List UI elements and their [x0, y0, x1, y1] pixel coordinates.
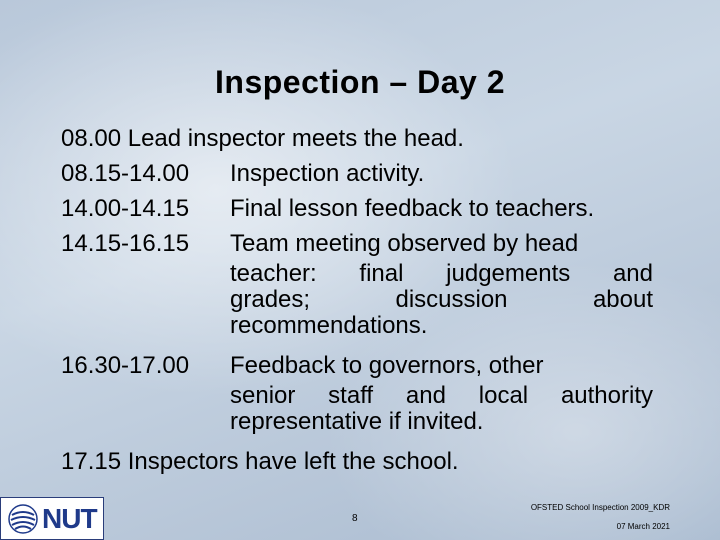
footer-info [531, 502, 670, 532]
logo-wordmark: NUT [42, 502, 97, 534]
schedule-item-1715: 17.15 Inspectors have left the school. [61, 448, 459, 475]
schedule-item-0800: 08.00 Lead inspector meets the head. [61, 125, 464, 152]
footer-date: 07 March 2021 [616, 522, 670, 531]
schedule-item-0815 [61, 156, 653, 191]
nut-logo [0, 497, 104, 540]
document-name: OFSTED School Inspection 2009_KDR [530, 503, 670, 512]
schedule-description-line: grades; discussion about [230, 286, 653, 313]
slide-title: Inspection – Day 2 [215, 64, 505, 100]
schedule-list [61, 121, 653, 479]
schedule-time: 08.15-14.00 [61, 160, 190, 187]
schedule-description-line: teacher: final judgements and [230, 260, 653, 287]
schedule-time: 16.30-17.00 [61, 352, 190, 379]
schedule-description: Team meeting observed by head [230, 230, 579, 257]
schedule-description-line: representative if invited. [230, 408, 484, 435]
schedule-item-1400 [61, 191, 653, 226]
schedule-description-line: recommendations. [230, 312, 428, 339]
page-number: 8 [352, 513, 358, 524]
schedule-time: 14.15-16.15 [61, 230, 190, 257]
schedule-description: Final lesson feedback to teachers. [230, 195, 595, 222]
schedule-item-1415 [61, 226, 653, 348]
schedule-description: Inspection activity. [230, 160, 425, 187]
schedule-description-line: senior staff and local authority [230, 382, 653, 409]
globe-emblem-icon [7, 503, 39, 535]
schedule-time: 14.00-14.15 [61, 195, 190, 222]
schedule-description: Feedback to governors, other [230, 352, 544, 379]
schedule-item-1630 [61, 348, 653, 444]
